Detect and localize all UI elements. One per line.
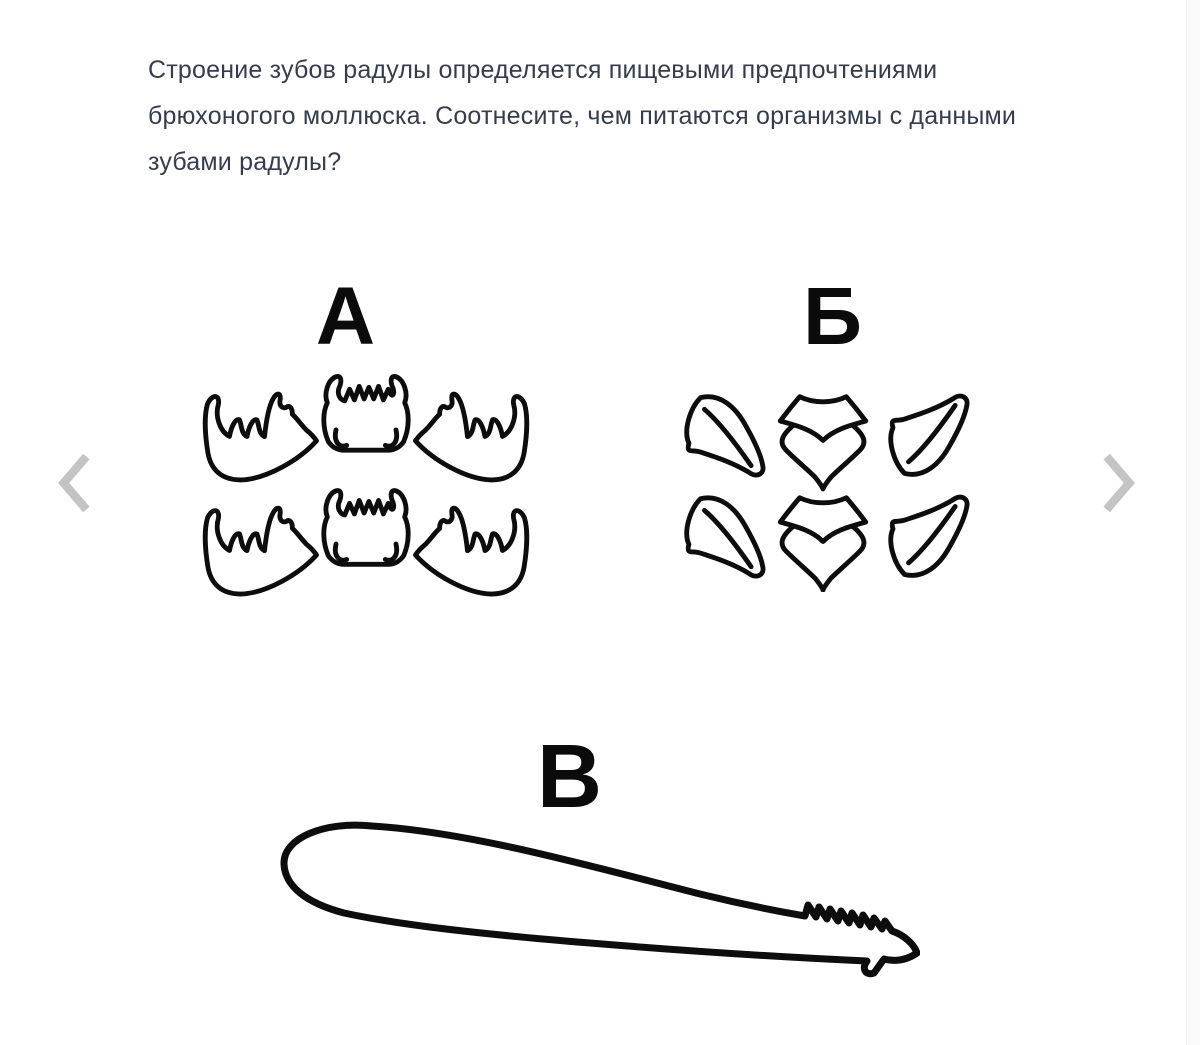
radula-diagram-v bbox=[260, 806, 920, 984]
radula-diagram-a bbox=[190, 366, 542, 604]
figure-label-b: Б bbox=[803, 271, 861, 362]
question-line: Строение зубов радулы определяется пищевыми предпочтениями bbox=[148, 56, 938, 84]
question-text bbox=[148, 47, 1016, 185]
prev-slide-button[interactable] bbox=[55, 448, 95, 518]
question-line: зубами радулы? bbox=[148, 148, 342, 176]
chevron-left-icon bbox=[58, 451, 92, 515]
chevron-right-icon bbox=[1101, 451, 1135, 515]
page-edge bbox=[1186, 0, 1200, 1045]
radula-diagram-b bbox=[676, 386, 970, 592]
next-slide-button[interactable] bbox=[1098, 448, 1138, 518]
question-line: брюхоногого моллюска. Соотнесите, чем питаются организмы с данными bbox=[148, 102, 1017, 130]
figure-label-a: А bbox=[315, 271, 375, 362]
figure-label-v: В bbox=[537, 727, 601, 827]
